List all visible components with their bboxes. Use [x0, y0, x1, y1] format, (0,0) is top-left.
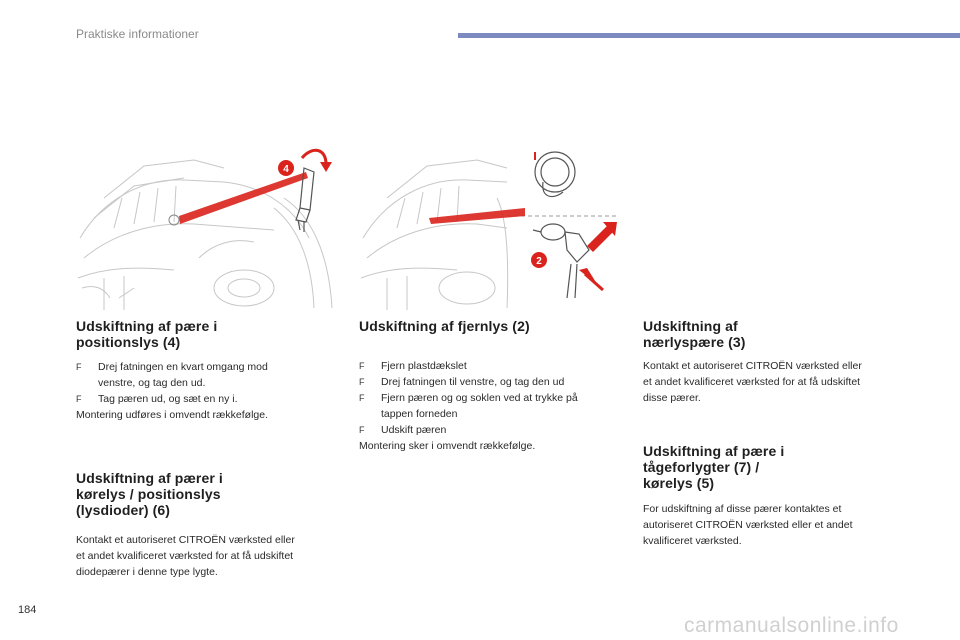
- step-text: Fjern pæren og og soklen ved at trykke på: [381, 392, 578, 404]
- body-line: For udskiftning af disse pærer kontaktes et: [643, 503, 842, 515]
- title-line: Udskiftning af pære i: [76, 318, 218, 334]
- section-taage: [643, 443, 905, 549]
- title-line: kørelys (5): [643, 475, 715, 491]
- figure-high-beam: [357, 138, 622, 310]
- watermark: carmanualsonline.info: [684, 614, 899, 637]
- bullet-marker: F: [359, 425, 365, 435]
- step-item: [359, 374, 621, 390]
- step-marker-2: 2: [536, 256, 542, 267]
- section-title-taage: [643, 443, 905, 491]
- section-title-naerlys: [643, 318, 905, 350]
- title-line: positionslys (4): [76, 334, 181, 350]
- step-text: venstre, og tag den ud.: [98, 377, 206, 389]
- body-line: diodepærer i denne type lygte.: [76, 566, 218, 578]
- title-line: Udskiftning af: [643, 318, 738, 334]
- step-marker-4: 4: [283, 164, 289, 175]
- body-line: Kontakt et autoriseret CITROËN værksted eller: [76, 534, 295, 546]
- step-list: [359, 358, 621, 438]
- title-line: tågeforlygter (7) /: [643, 459, 760, 475]
- body-line: disse pærer.: [643, 392, 701, 404]
- step-item: [359, 358, 621, 374]
- step-text: Udskift pæren: [381, 424, 447, 436]
- body-text: [643, 501, 905, 549]
- step-item: [76, 391, 338, 407]
- header-accent-bar: [458, 33, 960, 38]
- section-title-korelys: [76, 470, 338, 518]
- bullet-marker: F: [76, 394, 82, 404]
- step-text: tappen forneden: [381, 408, 458, 420]
- title-line: kørelys / positionslys: [76, 486, 221, 502]
- bullet-marker: F: [359, 361, 365, 371]
- step-item: [359, 390, 621, 422]
- body-line: et andet kvalificeret værksted for at få udskiftet: [76, 550, 294, 562]
- step-text: Tag pæren ud, og sæt en ny i.: [98, 393, 238, 405]
- step-item: [359, 422, 621, 438]
- bullet-marker: F: [359, 377, 365, 387]
- step-list: [76, 359, 338, 407]
- bullet-marker: F: [76, 362, 82, 372]
- assembly-note: Montering sker i omvendt rækkefølge.: [359, 440, 536, 452]
- step-text: Fjern plastdækslet: [381, 360, 467, 372]
- section-title-fjernlys: Udskiftning af fjernlys (2): [359, 318, 530, 334]
- body-line: Kontakt et autoriseret CITROËN værksted eller: [643, 360, 862, 372]
- body-line: et andet kvalificeret værksted for at få udskiftet: [643, 376, 861, 388]
- title-line: Udskiftning af pære i: [643, 443, 785, 459]
- section-fjernlys: [359, 318, 621, 454]
- figure-position-light: [74, 138, 339, 310]
- section-positionslys: [76, 318, 338, 423]
- assembly-note: Montering udføres i omvendt rækkefølge.: [76, 409, 268, 421]
- title-line: Udskiftning af pærer i: [76, 470, 223, 486]
- step-text: Drej fatningen til venstre, og tag den ud: [381, 376, 565, 388]
- body-line: autoriseret CITROËN værksted eller et andet: [643, 519, 853, 531]
- body-text: [76, 532, 338, 580]
- section-korelys: [76, 470, 338, 580]
- body-text: [643, 358, 905, 406]
- bullet-marker: F: [359, 393, 365, 403]
- step-text: Drej fatningen en kvart omgang mod: [98, 361, 268, 373]
- section-title-positionslys: [76, 318, 338, 350]
- page-number: 184: [18, 604, 37, 616]
- body-line: kvalificeret værksted.: [643, 535, 742, 547]
- section-naerlys: [643, 318, 905, 406]
- title-line: nærlyspære (3): [643, 334, 746, 350]
- step-item: [76, 359, 338, 391]
- section-title: Praktiske informationer: [76, 27, 199, 41]
- title-line: (lysdioder) (6): [76, 502, 171, 518]
